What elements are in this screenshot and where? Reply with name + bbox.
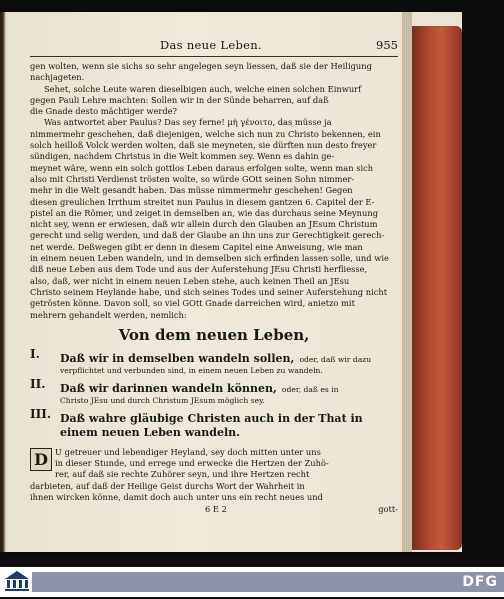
text-line: nachjageten. [30, 72, 85, 83]
page-number: 955 [376, 38, 398, 52]
running-head: Das neue Leben. [160, 38, 262, 52]
outline-point [30, 347, 398, 376]
funding-bar [32, 572, 504, 592]
text-line: solch heilloß Volck werden wolten, daß sie meyneten, sie dürften nun desto freyer [30, 140, 377, 151]
dfg-logo[interactable]: DFG [462, 574, 498, 590]
outline-point-heading: Daß wir in demselben wandeln sollen, [60, 351, 295, 365]
page-text-block [30, 38, 398, 516]
book-page [0, 12, 462, 552]
text-line: gerecht und selig werden, und daß der Glaube an ihn uns zur Gerechtigkeit gerech- [30, 230, 385, 241]
text-line: rer, auf daß sie rechte Zuhörer seyn, und ihre Hertzen recht [55, 469, 310, 480]
prayer-paragraph [30, 447, 398, 503]
text-line: meynet wäre, wenn ein solch gottlos Leben daraus erfolgen solte, wenn man sich [30, 162, 374, 173]
text-line: Sehet, solche Leute waren dieselbigen auch, welche einen solchen Einwurf [44, 83, 362, 94]
text-line: ihnen wircken könne, damit doch auch unter uns ein recht neues und [30, 492, 323, 503]
viewer-footer [0, 567, 504, 597]
outline-point-number: II. [30, 376, 46, 391]
outline-point-note-continued: Christo JEsu und durch Christum JEsum möglich sey. [60, 395, 265, 405]
outline-point-note-continued: verpflichtet und verbunden sind, in einem neuen Leben zu wandeln. [60, 365, 323, 375]
outline-point-number: I. [30, 346, 40, 361]
text-line: mehr in die Welt gesandt haben. Das müsse nimmermehr geschehen! Gegen [30, 185, 353, 196]
text-line: diß neue Leben aus dem Tode und aus der Auferstehung JEsu Christi herfliesse, [30, 264, 368, 275]
page-footer-line [30, 504, 398, 516]
text-line: die Gnade desto mächtiger werde? [30, 106, 177, 117]
text-line: sündigen, nachdem Christus in die Welt kommen sey. Wenn es dahin ge- [30, 151, 335, 162]
text-line: nimmermehr geschehen, daß diejenigen, welche sich nun zu Christo bekennen, ein [30, 128, 381, 139]
outline-point [30, 407, 398, 439]
text-line: darbieten, auf daß der Heilige Geist durchs Wort der Wahrheit in [30, 480, 305, 491]
intro-paragraphs [30, 61, 398, 321]
text-line: Christo seinem Heylande habe, und sich seines Todes und seiner Auferstehung nicht [30, 286, 388, 297]
text-line: net werde. Deßwegen gibt er denn in diesem Capitel eine Anweisung, wie man [30, 241, 363, 252]
printer-signature: 6 E 2 [205, 504, 227, 515]
outline-point-number: III. [30, 406, 52, 421]
text-line: mehrern gehandelt werden, nemlich: [30, 309, 187, 320]
outline-point-heading-continued: einem neuen Leben wandeln. [60, 425, 241, 439]
text-line: diesen greulichen Irrthum streitet nun Paulus in diesem gantzen 6. Capitel der E- [30, 196, 375, 207]
outline-point-note: oder, daß es in [281, 384, 339, 394]
text-line: gen wolten, wenn sie sichs so sehr angelegen seyn liessen, daß sie der Heiligung [30, 61, 372, 71]
outline-point-note: oder, daß wir dazu [299, 354, 372, 364]
text-line: gegen Pauli Lehre machten: Sollen wir in der Sünde beharren, auf daß [30, 94, 329, 105]
text-line: in einem neuen Leben wandeln, und in demselben sich erfinden lassen solle, und wie [30, 253, 389, 264]
text-line: also, daß, wer nicht in einem neuen Leben stehe, auch keinen Theil an JEsu [30, 275, 350, 286]
library-logo-icon[interactable] [2, 569, 32, 595]
text-line: nicht sey, wenn er erwiesen, daß wir allein durch den Glauben an JEsum Christum [30, 219, 378, 230]
outline-point-heading: Daß wahre gläubige Christen auch in der That in [60, 411, 363, 425]
outline-point-heading: Daß wir darinnen wandeln können, [60, 381, 277, 395]
text-line: pistel an die Römer, und zeiget in demselben an, wie das durchaus seine Meynung [30, 207, 379, 218]
book-cover-edge [412, 26, 462, 550]
text-line: getrösten könne. Davon soll, so viel GOtt Gnade darreichen wird, anietzo mit [30, 298, 355, 309]
text-line: also mit Christi Verdienst trösten wolte, so würde GOtt seinen Sohn nimmer- [30, 173, 355, 184]
page-edges [402, 12, 412, 552]
page-header [30, 38, 398, 57]
catchword: gott- [378, 504, 398, 515]
section-title: Von dem neuen Leben, [118, 325, 310, 344]
drop-cap: D [30, 448, 52, 471]
text-line: U getreuer und lebendiger Heyland, sey doch mitten unter uns [55, 446, 321, 457]
text-line: Was antwortet aber Paulus? Das sey ferne! μὴ γένοιτο, das müsse ja [44, 117, 332, 128]
text-line: in dieser Stunde, und errege und erwecke die Hertzen der Zuhö- [55, 458, 329, 469]
outline-point [30, 377, 398, 406]
